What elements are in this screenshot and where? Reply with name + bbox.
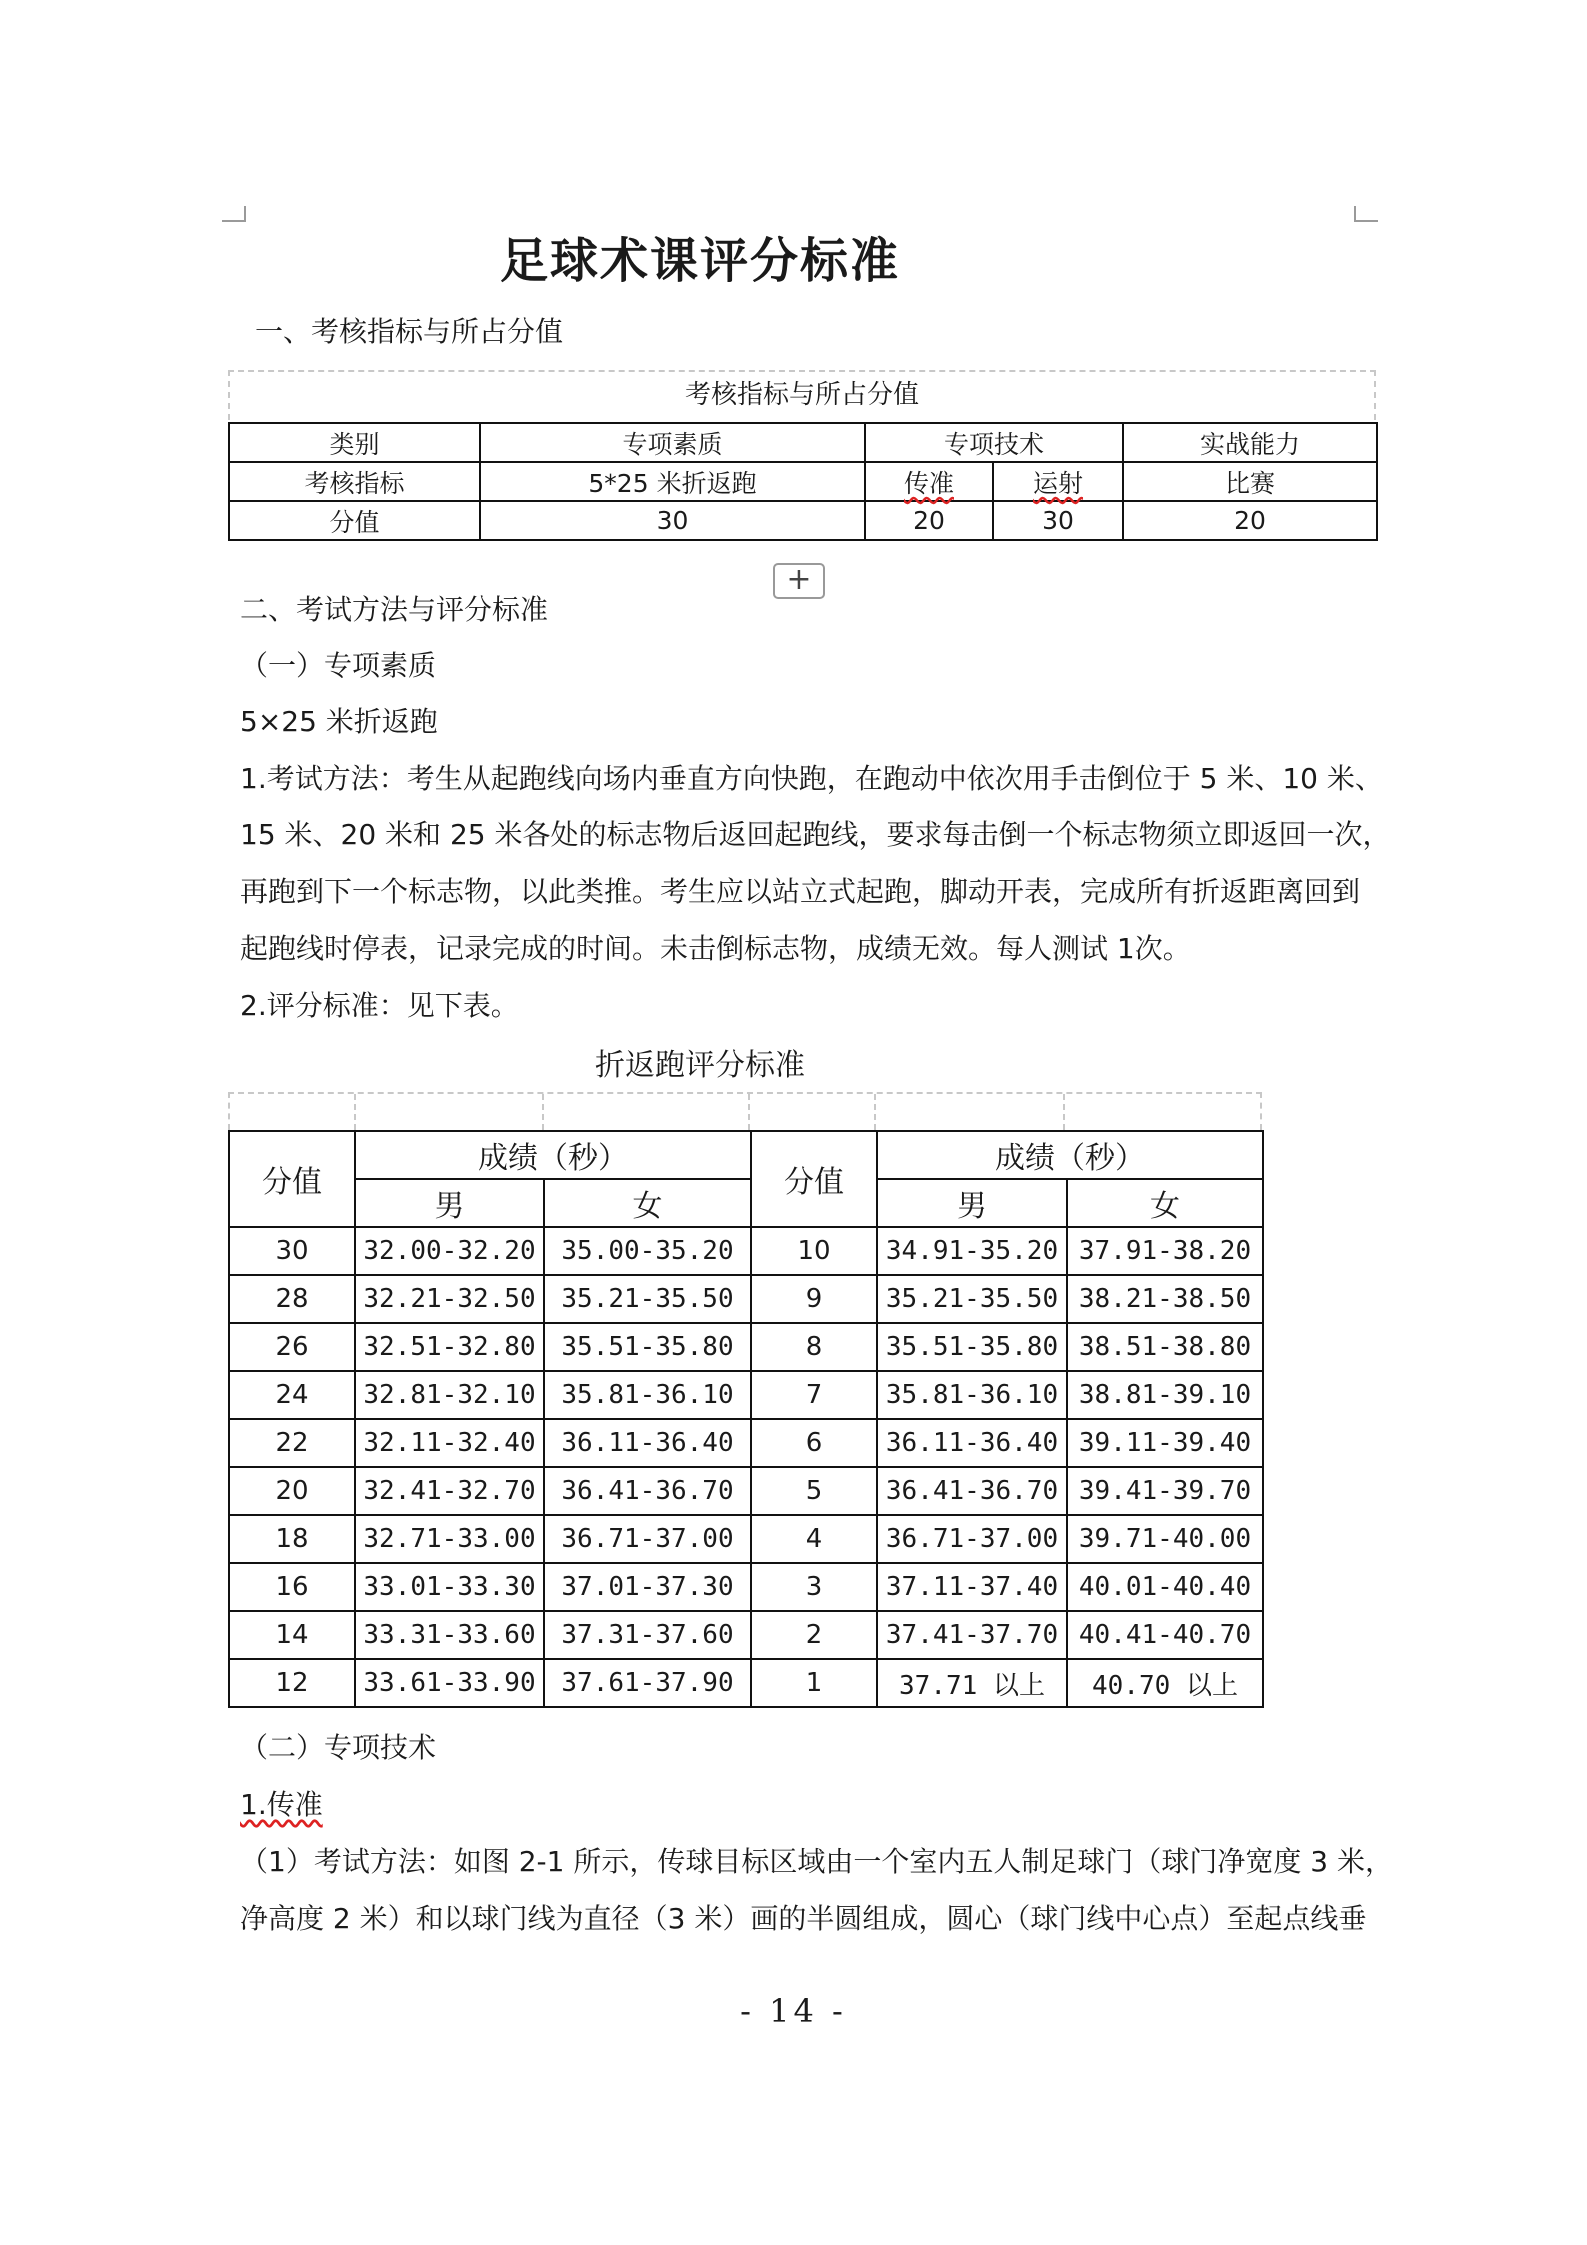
subsection-heading-2: （二）专项技术 [240,1731,437,1764]
score-cell: 10 [751,1227,877,1275]
table-cell: 20 [865,501,993,540]
score-table-body [229,1227,1263,1707]
table-row [229,1467,1263,1515]
item-heading: 5×25 米折返跑 [240,705,438,738]
score-cell: 5 [751,1467,877,1515]
result-cell: 32.11-32.40 [355,1419,544,1467]
result-cell: 39.71-40.00 [1067,1515,1263,1563]
result-cell: 37.01-37.30 [544,1563,751,1611]
score-cell: 12 [229,1659,355,1707]
result-cell: 40.41-40.70 [1067,1611,1263,1659]
score-cell: 6 [751,1419,877,1467]
score-cell: 1 [751,1659,877,1707]
paragraph-line: 起跑线时停表，记录完成的时间。未击倒标志物，成绩无效。每人测试 1次。 [240,932,1191,965]
page-corner-mark-right [1354,206,1378,222]
female-header: 女 [1067,1179,1263,1227]
result-cell: 37.41-37.70 [877,1611,1067,1659]
table2-caption: 折返跑评分标准 [595,1048,805,1083]
table-cell: 考核指标 [229,462,480,501]
item-heading-2-text: 1.传准 [240,1788,323,1821]
table-cell [993,462,1123,501]
result-header: 成绩（秒） [877,1131,1263,1179]
table-header-row [229,1131,1263,1179]
table-header-row [229,1179,1263,1227]
table-cell: 30 [480,501,865,540]
table-row [229,501,1377,540]
table-row [229,462,1377,501]
score-cell: 30 [229,1227,355,1275]
page-corner-mark-left [222,206,246,222]
result-cell: 35.51-35.80 [877,1323,1067,1371]
result-cell: 37.91-38.20 [1067,1227,1263,1275]
item-heading-2 [240,1783,323,1823]
score-cell: 3 [751,1563,877,1611]
table-insert-button[interactable]: + [773,563,825,599]
document-title: 足球术课评分标准 [499,233,900,289]
score-header: 分值 [229,1131,355,1227]
result-cell: 34.91-35.20 [877,1227,1067,1275]
score-cell: 8 [751,1323,877,1371]
table-row [229,1563,1263,1611]
table-row [229,1275,1263,1323]
subsection-heading-1: （一）专项素质 [240,649,437,682]
result-cell: 35.81-36.10 [877,1371,1067,1419]
score-cell: 2 [751,1611,877,1659]
paragraph-line: 1.考试方法：考生从起跑线向场内垂直方向快跑，在跑动中依次用手击倒位于 5 米、10 米、 [240,762,1383,795]
score-cell: 14 [229,1611,355,1659]
result-cell: 32.71-33.00 [355,1515,544,1563]
table-row [229,1611,1263,1659]
result-cell: 35.81-36.10 [544,1371,751,1419]
result-cell: 36.41-36.70 [877,1467,1067,1515]
result-cell: 36.11-36.40 [877,1419,1067,1467]
result-cell: 32.81-32.10 [355,1371,544,1419]
result-cell: 35.21-35.50 [544,1275,751,1323]
paragraph-line: 再跑到下一个标志物，以此类推。考生应以站立式起跑，脚动开表，完成所有折返距离回到 [240,875,1361,908]
result-cell: 33.31-33.60 [355,1611,544,1659]
shuttle-run-score-table [228,1130,1264,1708]
section-heading-1: 一、考核指标与所占分值 [255,315,564,348]
table-cell: 30 [993,501,1123,540]
result-cell: 38.51-38.80 [1067,1323,1263,1371]
table-cell: 分值 [229,501,480,540]
score-cell: 28 [229,1275,355,1323]
result-cell: 36.71-37.00 [544,1515,751,1563]
result-cell: 37.61-37.90 [544,1659,751,1707]
result-cell: 36.71-37.00 [877,1515,1067,1563]
table-cell [865,462,993,501]
score-cell: 26 [229,1323,355,1371]
assessment-table [228,422,1378,541]
table-cell: 类别 [229,423,480,462]
table-row [229,1227,1263,1275]
score-cell: 20 [229,1467,355,1515]
table-cell: 专项素质 [480,423,865,462]
cell-text: 运射 [1033,468,1084,498]
result-cell: 40.70 以上 [1067,1659,1263,1707]
result-cell: 37.11-37.40 [877,1563,1067,1611]
table-row [229,1371,1263,1419]
male-header: 男 [355,1179,544,1227]
table-row [229,1659,1263,1707]
result-cell: 33.01-33.30 [355,1563,544,1611]
result-cell: 32.41-32.70 [355,1467,544,1515]
result-cell: 38.21-38.50 [1067,1275,1263,1323]
score-cell: 4 [751,1515,877,1563]
result-cell: 36.41-36.70 [544,1467,751,1515]
table-row [229,423,1377,462]
section-heading-2: 二、考试方法与评分标准 [240,593,549,626]
score-cell: 24 [229,1371,355,1419]
table-cell: 20 [1123,501,1377,540]
paragraph-line: 净高度 2 米）和以球门线为直径（3 米）画的半圆组成，圆心（球门线中心点）至起点线垂 [240,1902,1367,1935]
paragraph-line: 15 米、20 米和 25 米各处的标志物后返回起跑线，要求每击倒一个标志物须立即返回一次， [240,818,1391,851]
paragraph-line: （1）考试方法：如图 2-1 所示，传球目标区域由一个室内五人制足球门（球门净宽度 3 米， [240,1845,1393,1878]
table-ghost-row [228,1092,1262,1130]
cell-text: 传准 [903,468,954,498]
result-cell: 35.51-35.80 [544,1323,751,1371]
table-cell: 专项技术 [865,423,1123,462]
score-cell: 16 [229,1563,355,1611]
result-cell: 39.11-39.40 [1067,1419,1263,1467]
result-cell: 36.11-36.40 [544,1419,751,1467]
result-cell: 32.21-32.50 [355,1275,544,1323]
result-cell: 40.01-40.40 [1067,1563,1263,1611]
result-cell: 32.00-32.20 [355,1227,544,1275]
result-header: 成绩（秒） [355,1131,751,1179]
table-row [229,1323,1263,1371]
table-row [229,1419,1263,1467]
result-cell: 37.71 以上 [877,1659,1067,1707]
result-cell: 39.41-39.70 [1067,1467,1263,1515]
female-header: 女 [544,1179,751,1227]
result-cell: 32.51-32.80 [355,1323,544,1371]
table-cell: 实战能力 [1123,423,1377,462]
table-cell: 5*25 米折返跑 [480,462,865,501]
result-cell: 33.61-33.90 [355,1659,544,1707]
paragraph-line: 2.评分标准：见下表。 [240,989,519,1022]
score-cell: 22 [229,1419,355,1467]
result-cell: 38.81-39.10 [1067,1371,1263,1419]
male-header: 男 [877,1179,1067,1227]
score-header: 分值 [751,1131,877,1227]
score-cell: 7 [751,1371,877,1419]
result-cell: 35.21-35.50 [877,1275,1067,1323]
page-number: - 14 - [740,1992,847,2030]
table-cell: 比赛 [1123,462,1377,501]
table1-caption: 考核指标与所占分值 [228,370,1376,420]
result-cell: 35.00-35.20 [544,1227,751,1275]
table-row [229,1515,1263,1563]
score-cell: 9 [751,1275,877,1323]
result-cell: 37.31-37.60 [544,1611,751,1659]
score-cell: 18 [229,1515,355,1563]
